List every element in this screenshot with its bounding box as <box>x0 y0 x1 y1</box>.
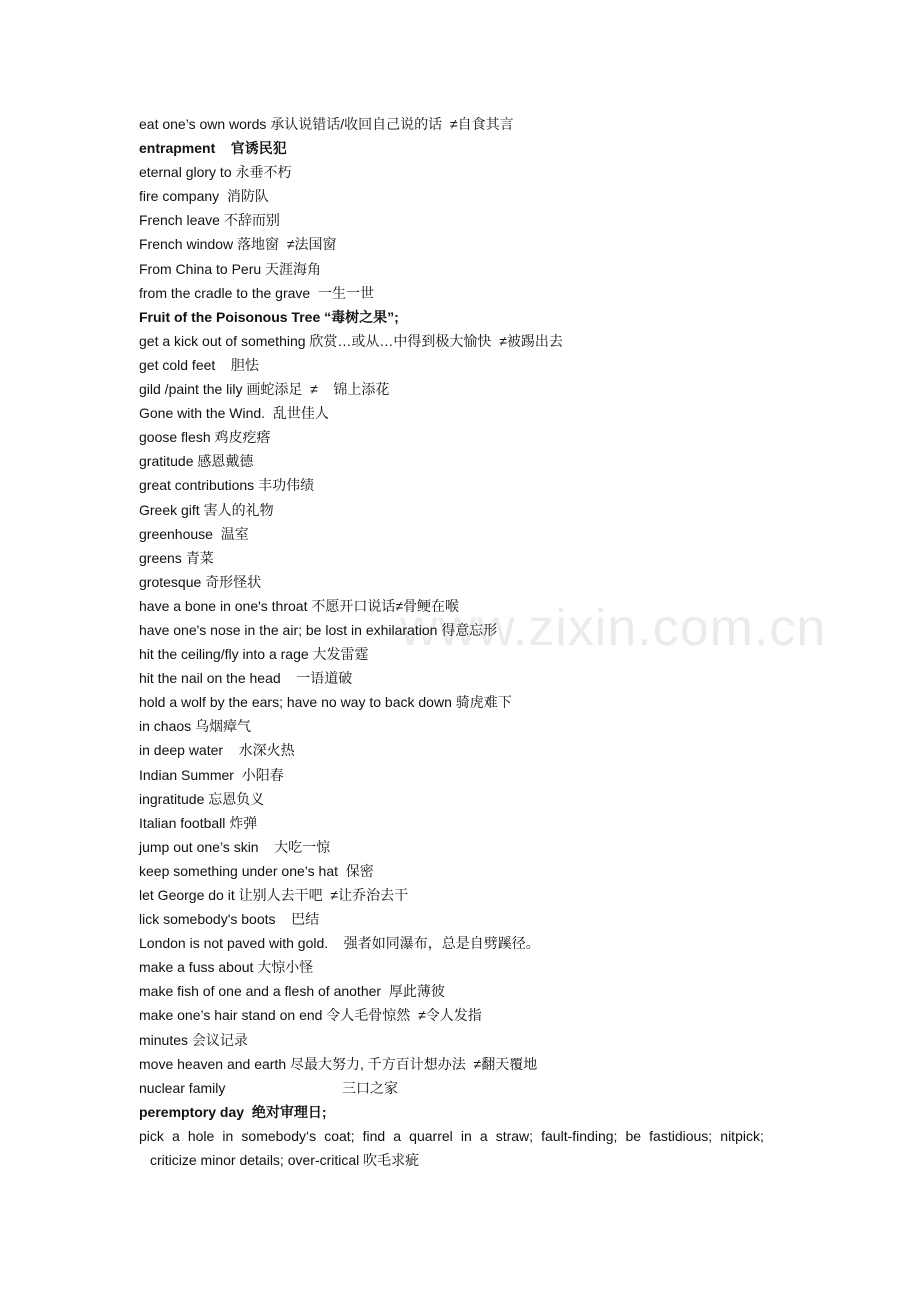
idiom-entry: nuclear family 三口之家 <box>139 1079 399 1096</box>
idiom-entry: eternal glory to 永垂不朽 <box>139 164 292 181</box>
idiom-entry: Fruit of the Poisonous Tree “毒树之果”; <box>139 308 399 325</box>
idiom-entry: keep something under one’s hat 保密 <box>139 862 374 879</box>
idiom-entry: fire company 消防队 <box>139 188 269 205</box>
idiom-entry: have one's nose in the air; be lost in exhilaration 得意忘形 <box>139 621 498 638</box>
idiom-entry: great contributions 丰功伟绩 <box>139 477 315 494</box>
idiom-entry: hit the nail on the head 一语道破 <box>139 670 353 687</box>
idiom-list <box>139 112 784 1172</box>
idiom-entry: Gone with the Wind. 乱世佳人 <box>139 405 329 422</box>
idiom-entry: French leave 不辞而别 <box>139 212 280 229</box>
idiom-entry: London is not paved with gold. 强者如同瀑布，总是自劈蹊径。 <box>139 935 540 952</box>
idiom-entry: lick somebody's boots 巴结 <box>139 911 320 928</box>
idiom-entry: hit the ceiling/fly into a rage 大发雷霆 <box>139 646 369 663</box>
idiom-entry: From China to Peru 天涯海角 <box>139 260 322 277</box>
idiom-entry: Italian football 炸弹 <box>139 814 258 831</box>
idiom-entry: get cold feet 胆怯 <box>139 356 259 373</box>
idiom-entry: minutes 会议记录 <box>139 1031 248 1048</box>
idiom-entry: make a fuss about 大惊小怪 <box>139 959 314 976</box>
idiom-entry: make one’s hair stand on end 令人毛骨惊然 ≠令人发指 <box>139 1007 482 1024</box>
idiom-entry: peremptory day 绝对审理日; <box>139 1103 327 1120</box>
idiom-entry-line-1: pick a hole in somebody‘s coat; find a quarrel in a straw; fault-finding; be fastidious; nitpick; <box>139 1127 764 1144</box>
idiom-entry: greenhouse 温室 <box>139 525 249 542</box>
idiom-entry: French window 落地窗 ≠法国窗 <box>139 236 337 253</box>
idiom-entry: from the cradle to the grave 一生一世 <box>139 284 374 301</box>
idiom-entry: hold a wolf by the ears; have no way to back down 骑虎难下 <box>139 694 512 711</box>
idiom-entry: greens 青菜 <box>139 549 214 566</box>
idiom-entry: ingratitude 忘恩负义 <box>139 790 265 807</box>
idiom-entry: in chaos 乌烟瘴气 <box>139 718 252 735</box>
idiom-entry: make fish of one and a flesh of another 厚此薄彼 <box>139 983 445 1000</box>
idiom-entry: gild /paint the lily 画蛇添足 ≠ 锦上添花 <box>139 381 390 398</box>
watermark: www.zixin.com.cn <box>400 599 827 657</box>
idiom-entry: Greek gift 害人的礼物 <box>139 501 274 518</box>
idiom-entry: eat one’s own words 承认说错话/收回自己说的话 ≠自食其言 <box>139 116 514 132</box>
idiom-entry: goose flesh 鸡皮疙瘩 <box>139 429 271 446</box>
idiom-entry: gratitude 感恩戴德 <box>139 453 254 470</box>
idiom-entry: have a bone in one's throat 不愿开口说话≠骨鲠在喉 <box>139 597 460 614</box>
idiom-entry: let George do it 让别人去干吧 ≠让乔治去干 <box>139 887 409 903</box>
idiom-entry: in deep water 水深火热 <box>139 742 295 759</box>
idiom-entry: Indian Summer 小阳春 <box>139 766 284 783</box>
idiom-entry: jump out one’s skin 大吃一惊 <box>139 838 331 855</box>
idiom-entry: grotesque 奇形怪状 <box>139 573 262 590</box>
idiom-entry-line-2: criticize minor details; over-critical 吹毛求疵 <box>150 1152 420 1169</box>
idiom-entry: get a kick out of something 欣赏…或从…中得到极大愉快 ≠被踢出去 <box>139 332 563 349</box>
idiom-entry: entrapment 官诱民犯 <box>139 140 287 157</box>
idiom-entry: move heaven and earth 尽最大努力, 千方百计想办法 ≠翻天覆地 <box>139 1055 538 1072</box>
